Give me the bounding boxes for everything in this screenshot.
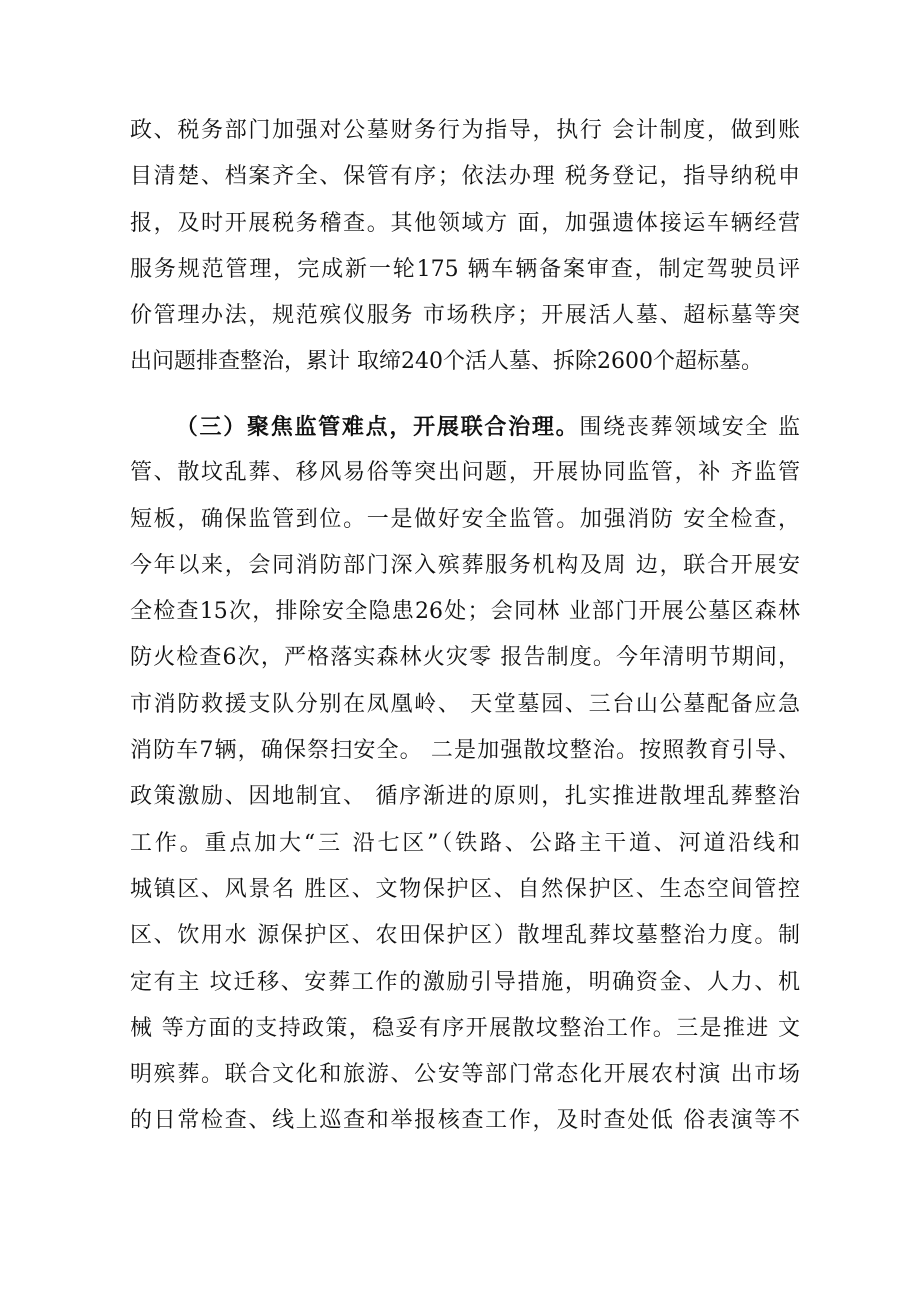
text-line: 明殡葬。联合文化和旅游、公安等部门常态化开展农村演 出市场	[130, 1062, 800, 1088]
text-line: 械 等方面的支持政策，稳妥有序开展散坟整治工作。三是推进 文	[130, 1015, 800, 1041]
text-line: 防火检查6次，严格落实森林火灾零 报告制度。今年清明节期间，	[130, 645, 800, 671]
text-line: 城镇区、风景名 胜区、文物保护区、自然保护区、生态空间管控	[130, 876, 800, 902]
text-line: 定有主 坟迁移、安葬工作的激励引导措施，明确资金、人力、机	[130, 969, 800, 995]
text-line: 出问题排查整治，累计 取缔240个活人墓、拆除2600个超标墓。	[130, 349, 763, 375]
text-line: 报，及时开展税务稽查。其他领域方 面，加强遗体接运车辆经营	[130, 210, 800, 236]
paragraph-finance-and-other-fields	[130, 108, 800, 386]
text-line: 今年以来，会同消防部门深入殡葬服务机构及周 边，联合开展安	[130, 552, 800, 578]
text-line: 区、饮用水 源保护区、农田保护区）散埋乱葬坟墓整治力度。制	[130, 923, 800, 949]
text-line-first	[130, 404, 800, 450]
text-line: 短板，确保监管到位。一是做好安全监管。加强消防 安全检查，	[130, 506, 800, 532]
text-line: 全检查15次，排除安全隐患26处；会同林 业部门开展公墓区森林	[130, 599, 800, 625]
text-line: 目清楚、档案齐全、保管有序；依法办理 税务登记，指导纳税申	[130, 164, 800, 190]
paragraph-joint-governance	[130, 404, 800, 1145]
text-line-first-rest: 围绕丧葬领域安全 监	[579, 415, 800, 440]
text-line: 的日常检查、线上巡查和举报核查工作，及时查处低 俗表演等不	[130, 1108, 800, 1134]
text-line: 工作。重点加大“三 沿七区”（铁路、公路主干道、河道沿线和	[130, 830, 800, 856]
text-line: 市消防救援支队分别在凤凰岭、 天堂墓园、三台山公墓配备应急	[130, 691, 800, 717]
text-line: 政、税务部门加强对公墓财务行为指导，执行 会计制度，做到账	[130, 118, 800, 143]
text-line: 价管理办法，规范殡仪服务 市场秩序；开展活人墓、超标墓等突	[130, 303, 800, 329]
section-heading: （三）聚焦监管难点，开展联合治理。	[174, 414, 580, 440]
text-line: 政策激励、因地制宜、 循序渐进的原则，扎实推进散埋乱葬整治	[130, 784, 800, 810]
text-line: 服务规范管理，完成新一轮175 辆车辆备案审查，制定驾驶员评	[130, 256, 800, 282]
text-line: 消防车7辆，确保祭扫安全。 二是加强散坟整治。按照教育引导、	[130, 738, 800, 764]
text-line: 管、散坟乱葬、移风易俗等突出问题，开展协同监管，补 齐监管	[130, 460, 800, 486]
